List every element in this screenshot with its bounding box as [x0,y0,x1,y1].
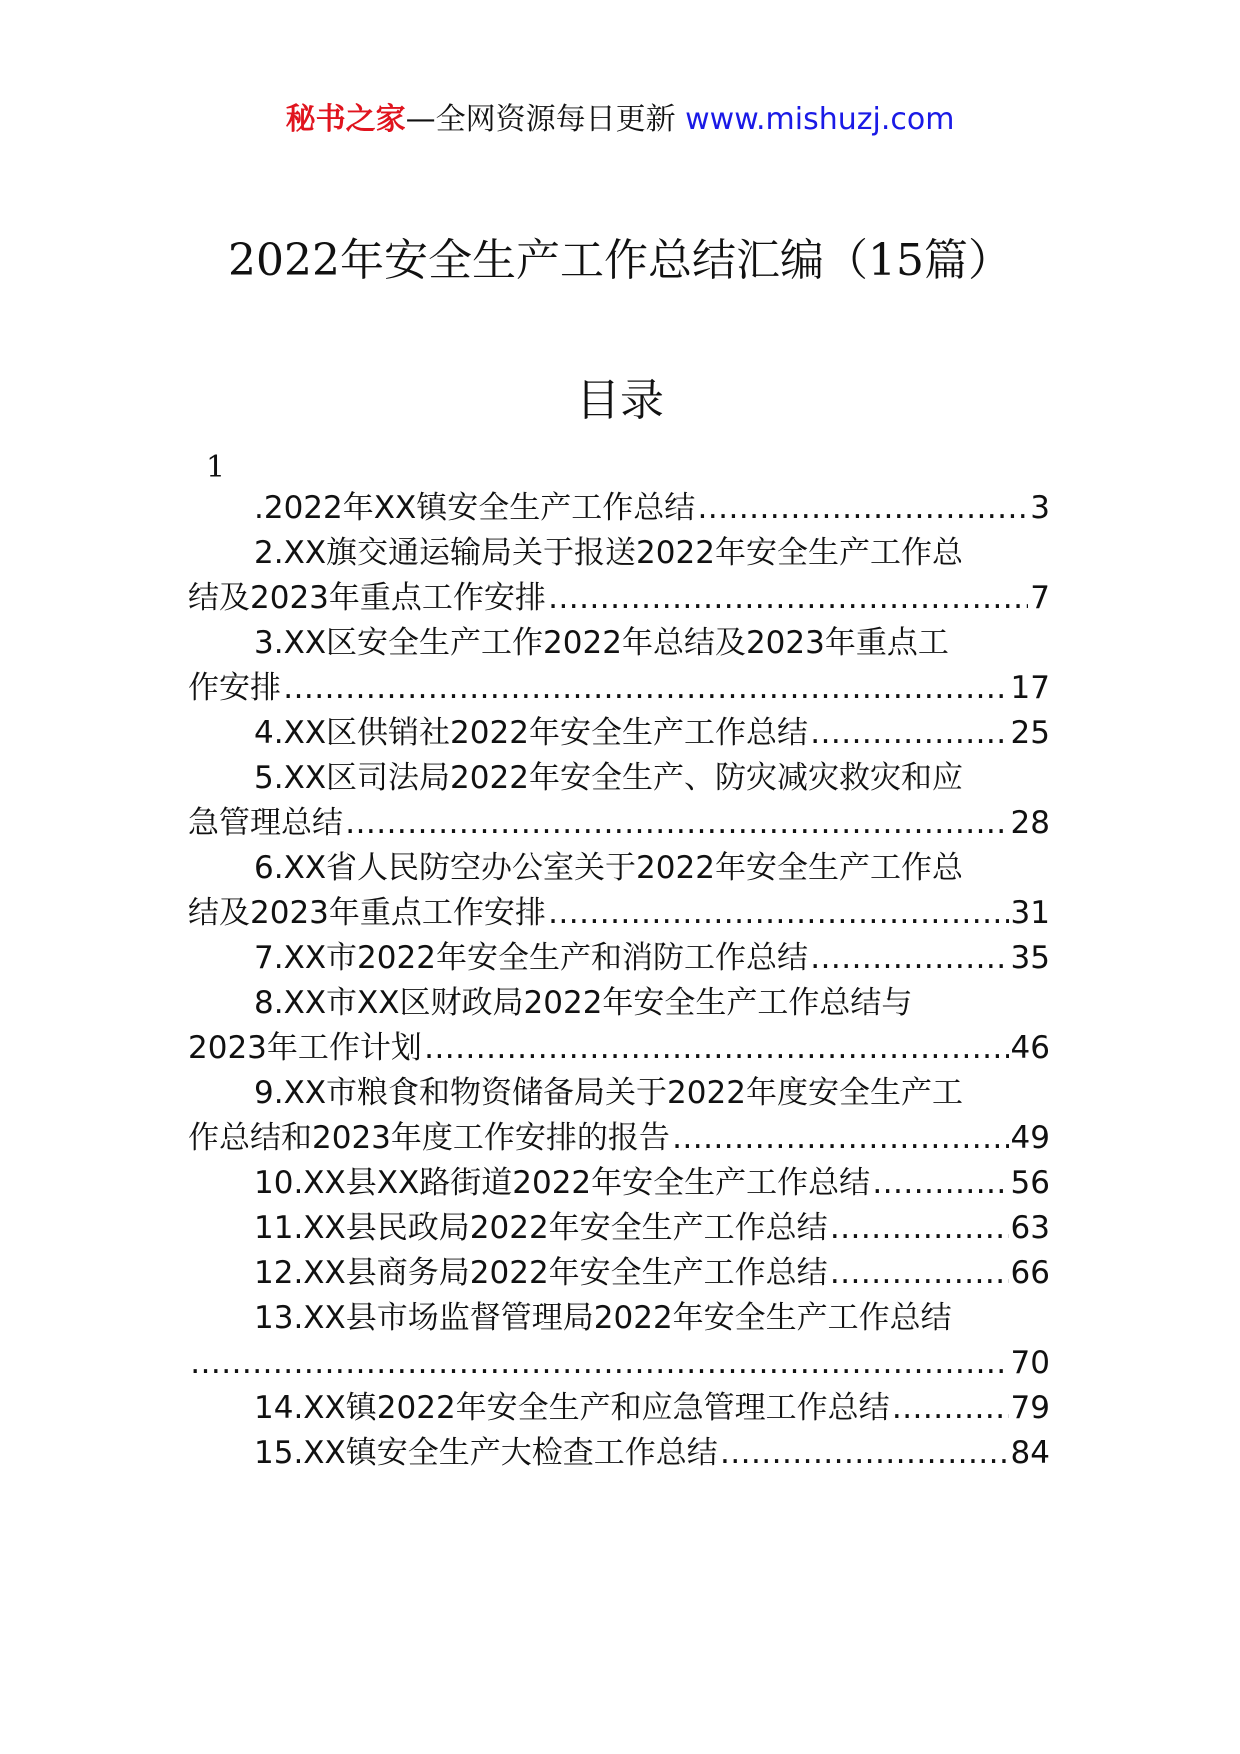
toc-entry-title: 结及2023年重点工作安排 [188,895,546,931]
toc-entry[interactable] [188,981,1050,1071]
toc-leader-dots [190,1341,1009,1386]
site-slogan: —全网资源每日更新 [405,102,676,137]
toc-entry[interactable] [188,1251,1050,1296]
toc-entry-title: 6.XX省人民防空办公室关于2022年安全生产工作总 [254,850,963,886]
toc-leader-dots [345,801,1009,846]
toc-entry[interactable] [188,1161,1050,1206]
toc-entry-line [188,981,1050,1026]
toc-leader-dots [830,1206,1009,1251]
toc-entry-line [188,711,1050,756]
toc-page-number: 63 [1010,1210,1050,1246]
toc-page-number: 7 [1030,580,1050,616]
toc-entry-line [188,936,1050,981]
toc-entry-line [188,1341,1050,1386]
toc-page-number: 17 [1010,670,1050,706]
toc-page-number: 49 [1010,1120,1050,1156]
toc-entry-line [188,1206,1050,1251]
site-url-link[interactable]: www.mishuzj.com [685,102,955,137]
toc-page-number: 66 [1010,1255,1050,1291]
toc-leader-dots [892,1386,1009,1431]
toc-entry[interactable] [188,936,1050,981]
toc-entry-title: 2023年工作计划 [188,1030,422,1066]
toc-leader-dots [424,1026,1009,1071]
toc-entry-title: 12.XX县商务局2022年安全生产工作总结 [254,1255,828,1291]
toc-entry[interactable] [188,756,1050,846]
toc-page-number: 70 [1010,1345,1050,1381]
toc-entry-title: 8.XX市XX区财政局2022年安全生产工作总结与 [254,985,913,1021]
toc-entry[interactable] [188,711,1050,756]
toc-page-number: 79 [1010,1390,1050,1426]
toc-entry[interactable] [188,486,1050,531]
toc-leader-dots [672,1116,1009,1161]
table-of-contents [188,486,1050,1476]
toc-leader-dots [810,936,1009,981]
toc-entry-title: 作总结和2023年度工作安排的报告 [188,1120,670,1156]
toc-entry[interactable] [188,621,1050,711]
toc-leader-dots [283,666,1009,711]
toc-entry-line [188,1071,1050,1116]
toc-page-number: 84 [1010,1435,1050,1471]
toc-entry-title: 14.XX镇2022年安全生产和应急管理工作总结 [254,1390,890,1426]
toc-entry-title: 5.XX区司法局2022年安全生产、防灾减灾救灾和应 [254,760,963,796]
toc-entry-title: 9.XX市粮食和物资储备局关于2022年度安全生产工 [254,1075,963,1111]
toc-entry[interactable] [188,1206,1050,1251]
toc-entry-title: 15.XX镇安全生产大检查工作总结 [254,1435,718,1471]
toc-page-number: 46 [1010,1030,1050,1066]
toc-entry-line [188,1386,1050,1431]
toc-leader-dots [720,1431,1009,1476]
toc-entry-line [188,531,1050,576]
toc-entry-line [188,1161,1050,1206]
toc-entry-title: 作安排 [188,670,281,706]
toc-entry[interactable] [188,531,1050,621]
toc-entry-line [188,756,1050,801]
toc-leader-dots [830,1251,1009,1296]
stray-number: 1 [206,450,226,485]
toc-entry-title: .2022年XX镇安全生产工作总结 [254,490,696,526]
toc-entry-line [188,666,1050,711]
toc-entry-line [188,801,1050,846]
toc-entry[interactable] [188,1431,1050,1476]
toc-entry-title: 10.XX县XX路街道2022年安全生产工作总结 [254,1165,871,1201]
toc-page-number: 35 [1010,940,1050,976]
toc-leader-dots [810,711,1009,756]
toc-entry-line [188,576,1050,621]
toc-entry-line [188,486,1050,531]
toc-entry-title: 11.XX县民政局2022年安全生产工作总结 [254,1210,828,1246]
toc-page-number: 56 [1010,1165,1050,1201]
toc-entry-line [188,1026,1050,1071]
toc-entry-line [188,1296,1050,1341]
toc-heading: 目录 [576,375,664,426]
toc-entry-line [188,621,1050,666]
toc-entry-title: 13.XX县市场监督管理局2022年安全生产工作总结 [254,1300,952,1336]
toc-entry-line [188,1116,1050,1161]
toc-leader-dots [548,891,1009,936]
toc-entry[interactable] [188,1386,1050,1431]
toc-entry-title: 3.XX区安全生产工作2022年总结及2023年重点工 [254,625,949,661]
toc-page-number: 28 [1010,805,1050,841]
toc-entry-title: 急管理总结 [188,805,343,841]
toc-leader-dots [872,1161,1008,1206]
toc-entry-title: 4.XX区供销社2022年安全生产工作总结 [254,715,808,751]
toc-page-number: 25 [1010,715,1050,751]
toc-leader-dots [548,576,1028,621]
toc-entry-title: 2.XX旗交通运输局关于报送2022年安全生产工作总 [254,535,963,571]
toc-entry-title: 7.XX市2022年安全生产和消防工作总结 [254,940,808,976]
toc-page-number: 3 [1030,490,1050,526]
toc-page-number: 31 [1010,895,1050,931]
toc-entry-line [188,846,1050,891]
toc-entry[interactable] [188,1071,1050,1161]
site-brand: 秘书之家 [285,102,406,137]
toc-leader-dots [697,486,1028,531]
toc-entry-title: 结及2023年重点工作安排 [188,580,546,616]
toc-entry[interactable] [188,846,1050,936]
toc-entry-line [188,1431,1050,1476]
toc-entry-line [188,891,1050,936]
document-title: 2022年安全生产工作总结汇编（15篇） [228,235,1012,286]
site-header [0,100,1240,140]
toc-entry[interactable] [188,1296,1050,1386]
toc-entry-line [188,1251,1050,1296]
